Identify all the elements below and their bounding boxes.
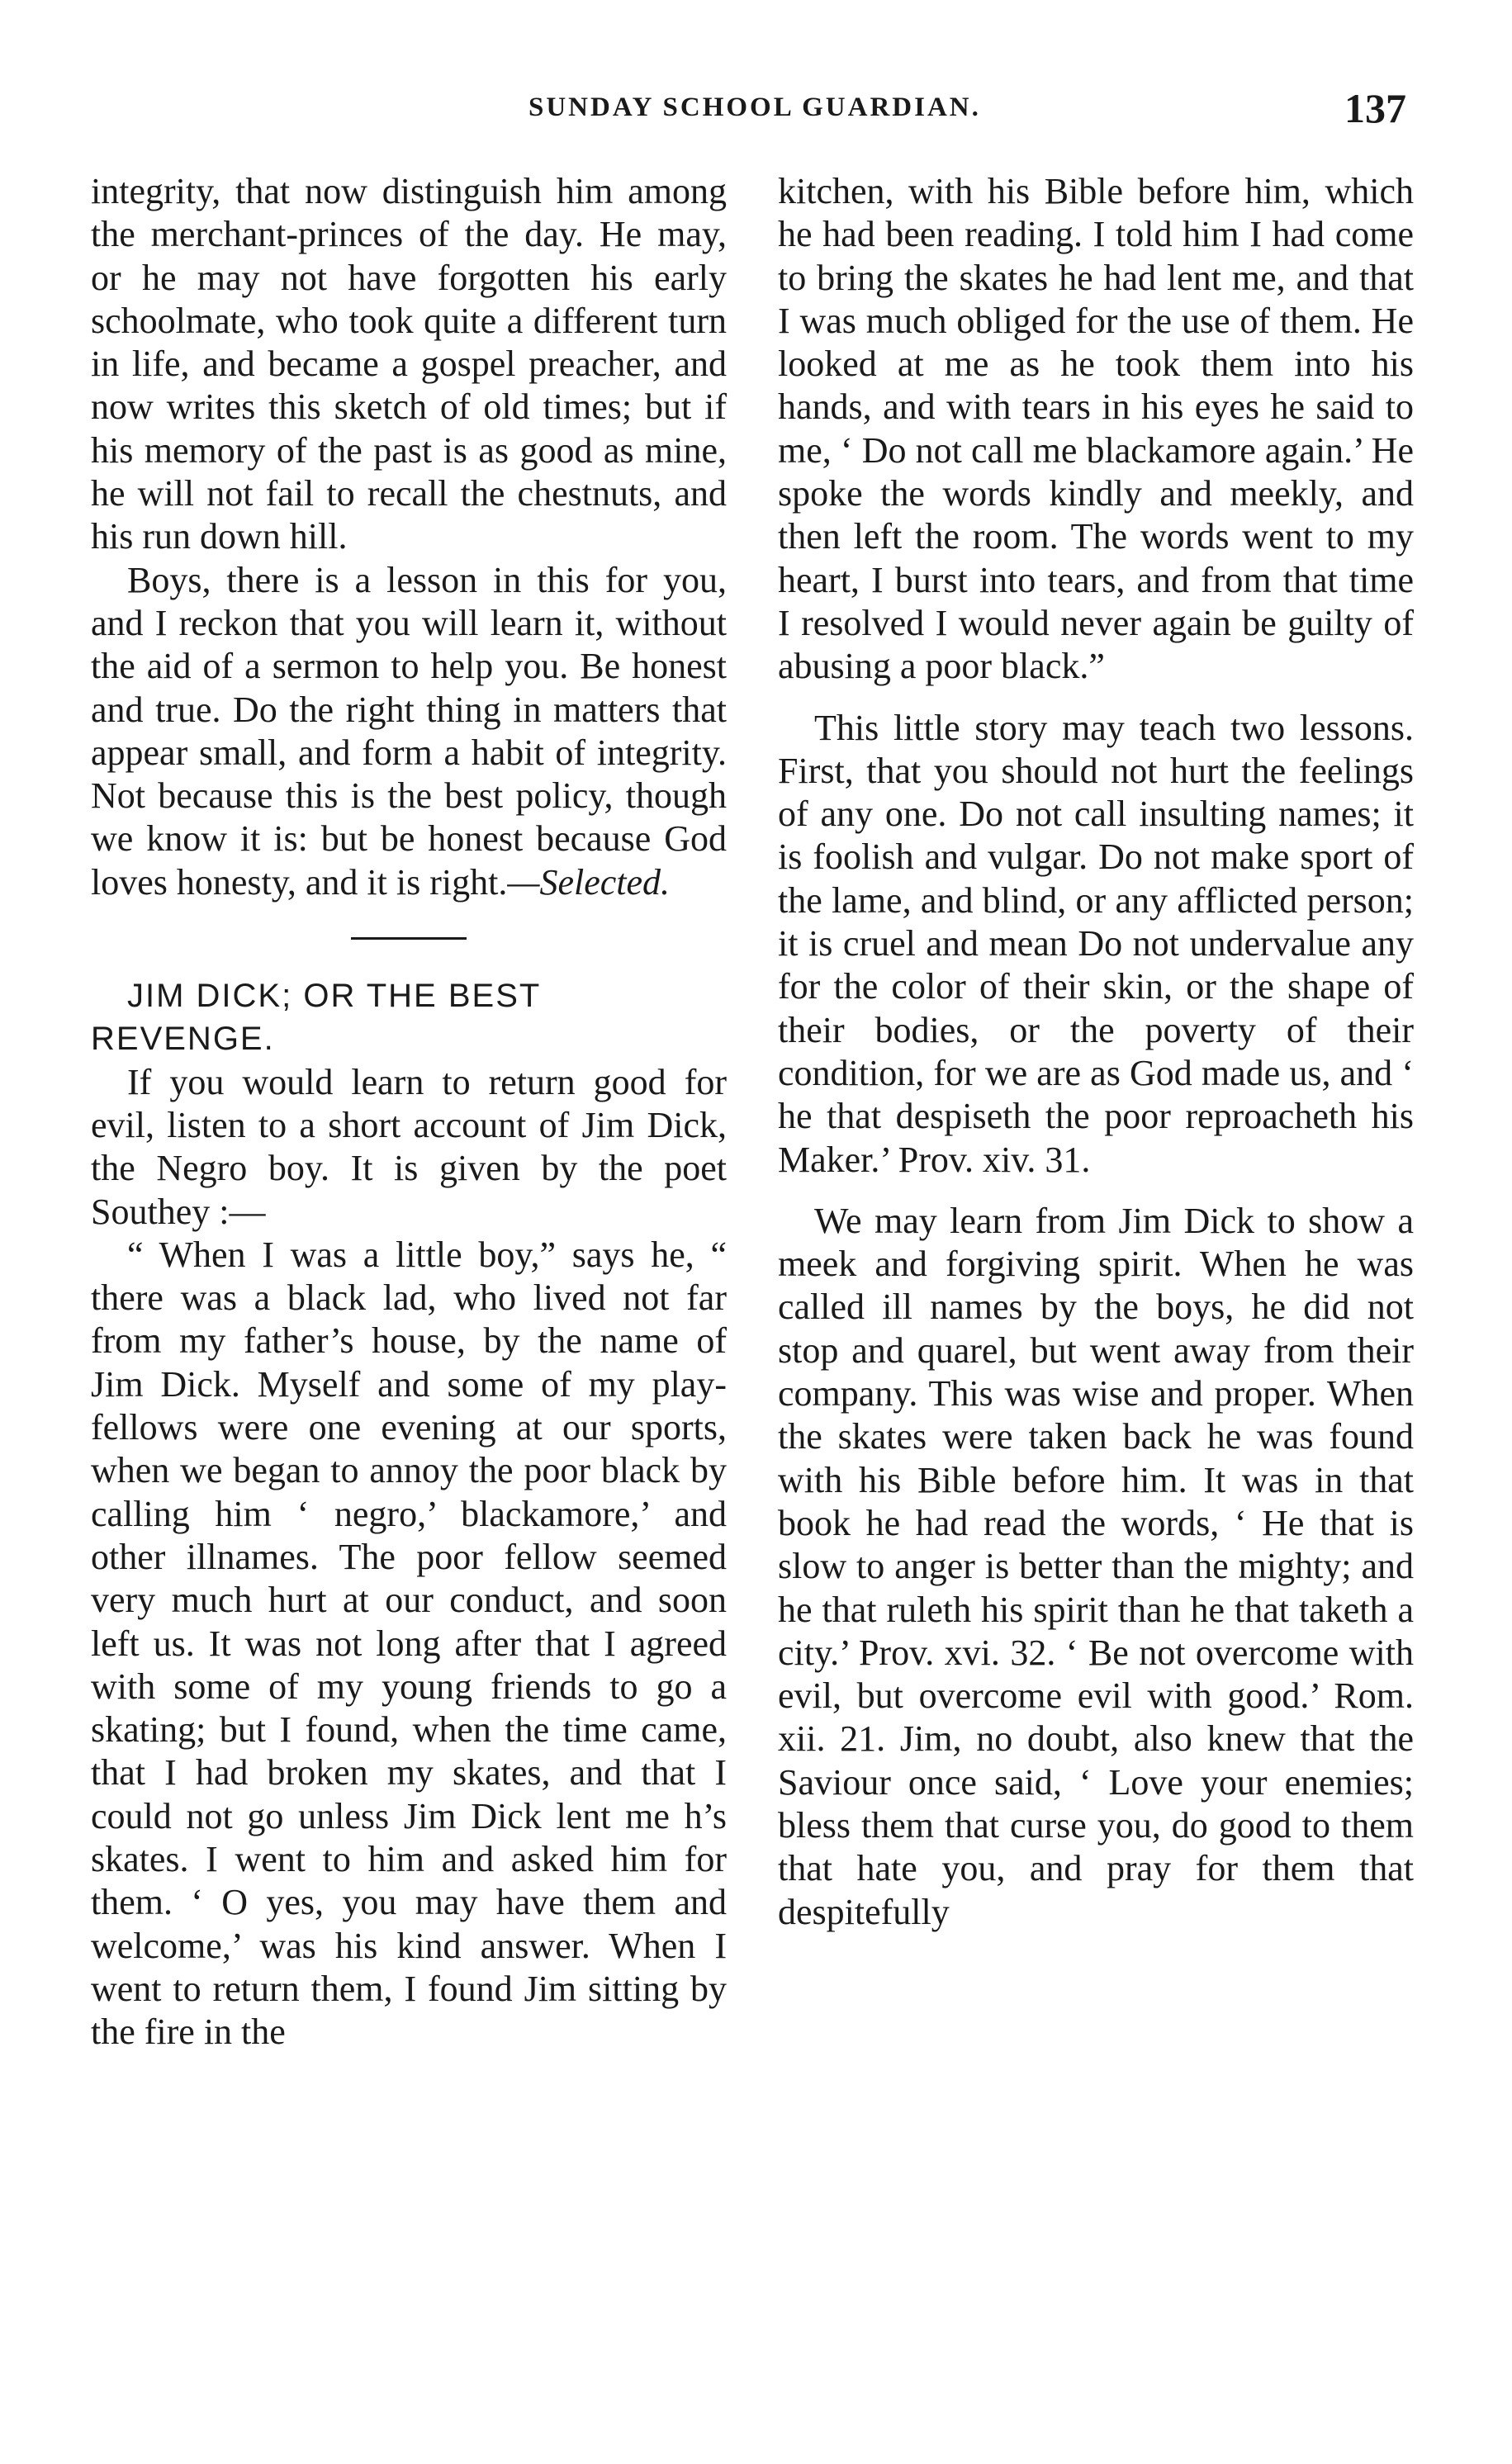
section-title: JIM DICK; OR THE BEST REVENGE. [91, 978, 541, 1058]
paragraph-story-continued: kitchen, with his Bible before him, which he had been reading. I told him I had come to bring the skates he had lent me, and that I was much obliged for the use of them. He looked at me as he took them into his hands, and with tears in his eyes he said to me, ‘ Do not call me blackamore again.’ He spoke the words kindly and meekly, and then left the room. The words went to my heart, I burst into tears, and from that time I resolved I would never again be guilty of abusing a poor black.” [778, 171, 1414, 687]
page-number: 137 [1344, 85, 1406, 131]
running-title: SUNDAY SCHOOL GUARDIAN. [528, 92, 981, 122]
paragraph-intro-jim-dick: If you would learn to return good for evil, listen to a short account of Jim Dick, the Negro boy. It is given by the poet Southey :— [91, 1061, 727, 1232]
section-divider [351, 937, 467, 940]
paragraph-southey-story: “ When I was a little boy,” says he, “ there was a black lad, who lived not far from my father’s house, by the name of Jim Dick. Myself and some of my play-fellows were one evening at our sports, when we began to annoy the poor black by calling him ‘ negro,’ blackamore,’ and other illnames. The poor fellow seemed very much hurt at our conduct, and soon left us. It was not long after that I agreed with some of my young friends to go a skating; but I found, when the time came, that I had broken my skates, and that I could not go unless Jim Dick lent me h’s skates. I went to him and asked him for them. ‘ O yes, you may have them and welcome,’ was his kind answer. When I went to return them, I found Jim sitting by the fire in the [91, 1234, 727, 2053]
paragraph-lesson-text: Boys, there is a lesson in this for you, and I reckon that you will learn it, without the aid of a sermon to help you. Be honest and true. Do the right thing in matters that appear small, and form a habit of integrity. Not because this is the best policy, though we know it is: but be honest because God loves honesty, and it is right. [91, 559, 727, 903]
paragraph-forgiving-spirit: We may learn from Jim Dick to show a meek and forgiving spirit. When he was called ill names by the boys, he did not stop and quarel, but went away from their company. This was wise and proper. When the skates were taken back he was found with his Bible before him. It was in that book he had read the words, ‘ He that is slow to anger is better than the mighty; and he that ruleth his spirit than he that taketh a city.’ Prov. xvi. 32. ‘ Be not overcome with evil, but overcome evil with good.’ Rom. xii. 21. Jim, no doubt, also knew that the Saviour once said, ‘ Love your enemies; bless them that curse you, do good to them that hate you, and pray for them that despitefully [778, 1200, 1414, 1932]
left-column [91, 170, 727, 2054]
paragraph-lesson-for-boys [91, 559, 727, 904]
paragraph-two-lessons: This little story may teach two lessons. First, that you should not hurt the feelings of any one. Do not call insulting names; it is foolish and vulgar. Do not make sport of the lame, and blind, or any afflicted person; it is cruel and mean Do not undervalue any for the color of their skin, or the shape of their bodies, or the poverty of their condition, for we are as God made us, and ‘ he that despiseth the poor reproacheth his Maker.’ Prov. xiv. 31. [778, 707, 1414, 1180]
right-column [778, 170, 1414, 1934]
paragraph-integrity-continued: integrity, that now distinguish him among the merchant-princes of the day. He may, or he may not have forgotten his early schoolmate, who took quite a different turn in life, and became a gospel preacher, and now writes this sketch of old times; but if his memory of the past is as good as mine, he will not fail to recall the chestnuts, and his run down hill. [91, 171, 727, 557]
attribution-selected: —Selected. [507, 861, 671, 903]
page-header [0, 85, 1512, 139]
